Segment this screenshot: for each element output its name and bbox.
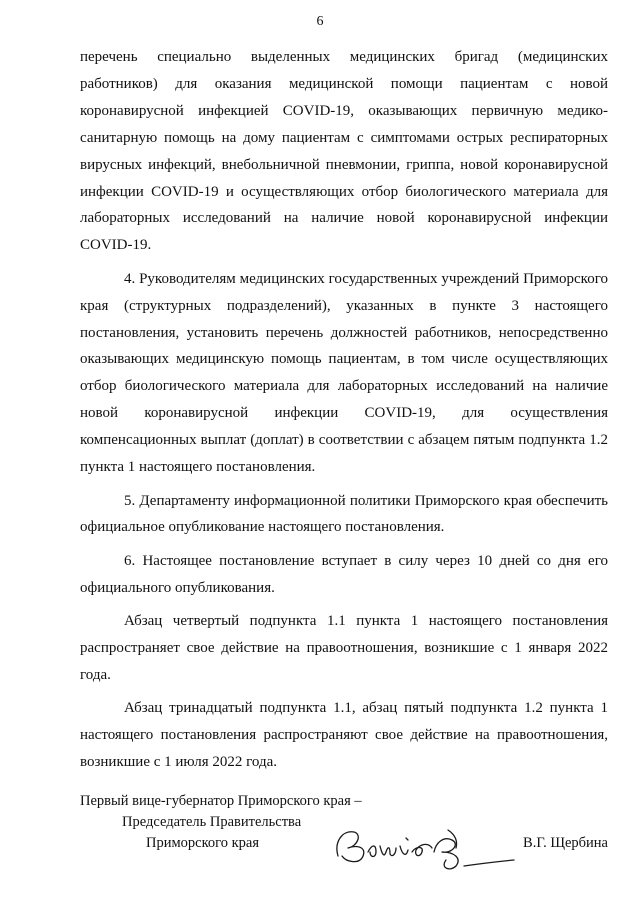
paragraph-item-4: 4. Руководителям медицинских государственных учреждений Приморского края (структурных подразделений), указанных в пункте 3 настоящего постановления, установить перечень должностей работников, непосредственно оказывающих медицинскую помощь пациентам, в том числе осуществляющих отбор биологического материала для лабораторных исследований на наличие новой коронавирусной инфекции COVID-19, для осуществления компенсационных выплат (доплат) в соответствии с абзацем пятым подпункта 1.2 пункта 1 настоящего постановления.: [80, 270, 608, 476]
signatory-title-line3: Приморского края: [146, 835, 260, 851]
page-number: 6: [316, 14, 324, 29]
signatory-title-line2: Председатель Правительства: [122, 814, 302, 830]
paragraph-item-5: 5. Департаменту информационной политики Приморского края обеспечить официальное опубликование настоящего постановления.: [80, 492, 608, 536]
signatory-name: В.Г. Щербина: [523, 835, 608, 851]
paragraph-effect-july: Абзац тринадцатый подпункта 1.1, абзац пятый подпункта 1.2 пункта 1 настоящего постановления распространяют свое действие на правоотношения, возникшие с 1 июля 2022 года.: [80, 700, 608, 771]
signatory-title-line1: Первый вице-губернатор Приморского края –: [80, 793, 362, 809]
paragraph-item-6: 6. Настоящее постановление вступает в силу через 10 дней со дня его официального опубликования.: [80, 552, 608, 596]
paragraph-list-continuation: перечень специально выделенных медицинских бригад (медицинских работников) для оказания медицинской помощи пациентам с новой коронавирусной инфекцией COVID-19, оказывающих первичную медико-санитарную помощь на дому пациентам с симптомами острых респираторных вирусных инфекций, внебольничной пневмонии, гриппа, новой коронавирусной инфекции COVID-19 и осуществляющих отбор биологического материала для лабораторных исследований на наличие новой коронавирусной инфекции COVID-19.: [80, 49, 608, 254]
document-body: [80, 44, 608, 783]
handwritten-signature-icon: [328, 822, 518, 874]
paragraph-effect-january: Абзац четвертый подпункта 1.1 пункта 1 настоящего постановления распространяет свое действие на правоотношения, возникшие с 1 января 2022 года.: [80, 613, 608, 683]
